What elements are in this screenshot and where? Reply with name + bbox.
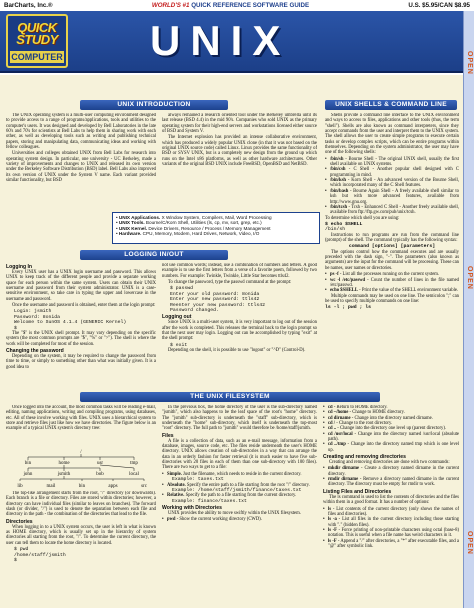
command-syntax: command [options] [parameters]: [348, 244, 436, 250]
paragraph: The UNIX operating system is a multi-user computing environment designed to provide access to a range of programs/applications, tools and utilities to the computer's users. It was designed and developed by Bell Laboratories in the late 60's and 70's for scientists at Bell Labs to help them in sharing work with each other, as well as developing tools such as writing and publishing technical papers, storing and manipulating data, communicating ideas and working with fellow colleagues.: [6, 113, 156, 151]
terminal-line: Enter your new password: ttls42: [170, 297, 260, 303]
terminal-line: Password changed.: [170, 308, 219, 313]
header-banner: [0, 11, 474, 73]
paragraph: Every UNIX user has a UNIX login username and password. This allows UNIX to keep track of the different people and provide a separate working space for each person within the same system. Users can obtain their UNIX username and password from their system administrator. UNIX is a case-sensitive environment, so take care in typing the upper and lowercase in the username and password.: [6, 270, 156, 302]
sidebar-word: OPEN: [466, 51, 473, 75]
paragraph: The "$" is the UNIX shell prompt. It may vary depending on the specific system (the most common prompts are "$", "%" or ">"). The shell is where the work will be completed for most of the session.: [6, 331, 156, 347]
list-item: • cd ~/home - Change to HOME directory.: [323, 410, 459, 415]
subheading: Files: [162, 432, 174, 439]
list-item: • pwd - Show the current working directory (CWD).: [162, 517, 317, 522]
list-item: • cd dirname - Change into the directory named dirname.: [323, 416, 459, 421]
section-title-filesystem: THE UNIX FILESYSTEM: [80, 392, 380, 402]
list-item: • Relative. Specify the path to a file starting from the current directory.: [162, 493, 317, 498]
paragraph: The options control how the command executes and are usually preceded with the dash sign, "-". The parameters (also known as arguments) are the input for the command will be processing. These can be names, user names or directories.: [325, 249, 459, 271]
list-item: • mkdir dirname - Create a directory named dirname in the current directory.: [323, 466, 459, 477]
paragraph: When logging in to a UNIX system occurs, the user is left in what is known as HOME directory, which is usually set up in the hierarchy of system directories all starting from the root, "/". To determine the current directory, the user can tell them to locate the home directory is located.: [6, 524, 156, 546]
terminal-line: $: [14, 557, 17, 563]
list-item: • ls -F - Force printing of non-printable characters using octal (base-8) notation. This is useful when a file name has weird characters in it.: [323, 528, 459, 539]
layer-row: • Hardware. CPU, Memory, Modem, Hard Drives, Network, Video, I/O: [116, 231, 260, 237]
paragraph: A file is a collection of data, such as an e-mail message, information from a database, images, source code, etc. The files reside underneath the user's HOME directory. UNIX allows creation of sub-directories in a way that can arrange the data in an orderly fashion for faster retrieval (it is much easier to have five sub-directories with 20 files in each of them than one sub-directory with 100 files). There are two ways to get to a file:: [162, 438, 317, 471]
shell-item: • /bin/sh - Bourne Shell - The original UNIX shell, usually the first shell available on UNIX systems.: [325, 157, 459, 168]
terminal-line: Login: jsmith: [14, 309, 52, 315]
guide-tagline: [152, 2, 309, 9]
example-item: • echo $SHELL - Print the value of the SHELL environment variable.: [325, 288, 459, 293]
shell-item: • /bin/tcsh - Tcsh - Enhanced C Shell - Another freely available shell, available from ftp://ftp.gw.com/pub/unix/tcsh.: [325, 205, 459, 216]
list-item: • cd .. - Change into the directory one level up (parent directory).: [323, 426, 459, 431]
paragraph: Creating and removing directories are done with two commands:: [329, 460, 450, 466]
list-item: • cd /usr/local - Change into the directory named /usr/local (absolute path).: [323, 432, 459, 443]
terminal-line: $ pwd: [14, 547, 29, 553]
terminal-line: Enter your old password: 8onida: [170, 291, 260, 297]
section-title-shells: UNIX SHELLS & COMMAND LINE: [325, 100, 457, 110]
tree-node: john: [23, 472, 33, 477]
tree-node: jsmith: [57, 472, 71, 477]
top-bar: [0, 0, 474, 11]
terminal-line: Reenter your new password: ttls42: [170, 302, 265, 308]
command-example: $ echo $SHELL: [325, 221, 363, 227]
tree-connectors: [20, 454, 144, 481]
paragraph: Universities and colleges obtained UNIX from Bell Labs for research into operating system design. In particular, one university - UC Berkeley, made a variety of improvements and changes to UNIX and released its own version under the Berkeley Software Distribution (BSD) label. Bell Labs also improved its own version of UNIX under the System V name. Each variant provided similar functionality, but BSD: [6, 151, 156, 184]
list-item: • ls -F - Append a "/" after directories, a "*" after executable files, and a "@" after symbolic link.: [323, 539, 459, 550]
logging-column-2: [162, 263, 317, 388]
example-item: • wc -l /etc/passwd - Count the number of lines in the file named /etc/passwd.: [325, 278, 459, 289]
unix-layers-box: [112, 212, 320, 244]
sidebar-word: OPEN: [466, 531, 473, 555]
list-item: • cd - Return to HOME directory.: [323, 405, 459, 410]
tree-node: bin: [24, 461, 32, 466]
tree-node: apps: [108, 484, 118, 489]
tree-node: src: [141, 484, 147, 489]
example-item: • ps -f - List all the processes running on the current system.: [325, 272, 459, 277]
paragraph: Once logged into the account, the most common tasks will be reading e-mail, editing, naming applications, writing and compiling programs, using databases, etc. All of these involve working with files. UNIX uses a hierarchical system to store and retrieve files just like how we have directories. The figure below is an example of a typical UNIX system's directory tree:: [6, 405, 156, 432]
paragraph: Multiple commands may be used on one line. The semicolon ";" can be used to specify multiple commands on one line:: [325, 293, 459, 304]
logo-text: QUICK STUDY: [16, 20, 58, 47]
command-output: /bin/sh: [325, 227, 346, 233]
paragraph: To change the password, type the passwd command at the prompt:: [168, 280, 292, 286]
quick-study-logo: [6, 14, 68, 68]
paragraph: always remained a research oriented tool under the Berkeley umbrella until its last release (BSD 4.4) in the mid 90's. Companies who sold UNIX as the primary operating system for their high-end servers and workstations licensed either source of BSD and System V.: [162, 113, 317, 135]
paragraph: In the previous box, the home directory of the user is the sub-directory named "jsmith", which also happens to be the leaf space of the root's "home" directory. The "jsmith" sub-directory is underneath the "staff" sub-directory, which is underneath the "home" sub-directory, which itself is underneath the top-most "root" directory. The full path to "jsmith" would therefore be /home/staff/jsmith.: [162, 405, 317, 432]
subheading: Logging In: [6, 264, 33, 270]
paragraph: The ls command is used to list the contents of directories and the files within them in a good format. It has a number of options:: [323, 494, 459, 506]
subheading: Working with Directories: [162, 505, 222, 512]
tree-node: home: [58, 461, 70, 466]
paragraph: Depending on the system, it may be required to change the password from time to time, or simply to something other than what was initially given. It is a good idea to: [6, 354, 156, 370]
publisher-label: BarCharts, Inc.®: [4, 2, 53, 9]
section-title-intro: UNIX INTRODUCTION: [80, 100, 228, 110]
terminal-line: /home/staff/jsmith: [14, 552, 66, 558]
directory-tree-diagram: [6, 448, 156, 490]
list-item: • cd / - Change to the root directory.: [323, 421, 459, 426]
terminal-line: $ passwd: [170, 286, 194, 292]
tree-node-root: /: [80, 450, 82, 455]
filesystem-column-3: [323, 405, 459, 605]
tree-node: mail: [46, 484, 56, 489]
section-title-logging: LOGGING IN/OUT: [80, 250, 228, 260]
right-sidebar: [463, 11, 474, 608]
price-label: U.S. $5.95/CAN $8.95: [408, 2, 470, 9]
layer-row: • UNIX Tools. Bourne/C/Korn Shell, Utilities (ls, cp, mv, sort, grep, etc.): [116, 220, 262, 226]
list-item: • ls - List contents of the current directory (only shows the names of files and directories).: [323, 507, 459, 518]
terminal-line: $ exit: [170, 342, 188, 348]
shell-item: • /bin/ksh - Korn Shell - An advanced version of the Bourne Shell, which incorporated many of the C Shell features.: [325, 178, 459, 189]
paragraph: not use common words; instead, use a combination of numbers and letters. A good example is to use the first letters from a verse of a favorite poem, followed by two numbers. For example: Twinkle, Twinkle, Little Star becomes ttls42.: [162, 263, 317, 279]
paragraph: Once the username and password is obtained, enter them at the login prompt:: [12, 303, 156, 309]
list-item: • rmdir dirname - Remove a directory named dirname in the current directory. The directory must be empty for rmdir to work.: [323, 477, 459, 488]
paragraph: Depending on the shell, it is possible to use "logout" or "^D" (Control-D).: [168, 348, 306, 354]
layer-row: • UNIX Applications. X Window System, Compilers, Mail, Word Processing: [116, 215, 272, 220]
paragraph: Since UNIX is a multi-user system, it is very important to log out of the session after the work is completed. This releases the terminal back to the login prompt so that the next user may login. Logging out can be accomplished by typing "exit" at the shell prompt:: [162, 320, 317, 342]
list-item: • ls -a - List all files in the current directory including those starting with "." (hidden files).: [323, 517, 459, 528]
paragraph: UNIX provides the ability to move swiftly within the UNIX filesystem.: [168, 511, 301, 517]
sidebar-word: OPEN: [466, 266, 473, 290]
intro-column-2: [162, 113, 317, 175]
tree-node: lib: [17, 484, 23, 489]
filesystem-column-1: [6, 491, 156, 605]
terminal-line: Welcome to SunOS 4.1.4 (GENERIC Kernel): [14, 320, 127, 326]
subheading: Listing Files and Directories: [323, 488, 392, 495]
tree-node: local: [129, 472, 139, 477]
shells-column: [325, 113, 459, 390]
list-item: • Simple. Just the filename, which needs to reside in the current directory.: [162, 472, 317, 477]
shell-item: • /bin/bash - Bourne Again Shell - A freely available shell similar to ksh but with more advanced features, available from http://www.gnu.org.: [325, 189, 459, 205]
paragraph: Shells provide a command line interface to the UNIX environment and ways to access to files, applications and other tools (thus, the term "shell"). Shells are also known as command interpreters, since they accept commands from the user and interpret them to the UNIX system. The shell allows the user to create simple programs to execute certain tasks or develop complex scripts, which can be entire programs within themselves. Depending on the system administrator, the user may have one of the following shells:: [325, 113, 459, 156]
command-example: ls -l ; pwd ; ls: [325, 305, 372, 311]
filesystem-intro: [6, 405, 156, 449]
tagline-text: QUICK REFERENCE SOFTWARE GUIDE: [191, 2, 310, 9]
list-item: • cd ../tmp - Change into the directory named tmp which is one level up.: [323, 442, 459, 453]
tree-node: bob: [96, 472, 104, 477]
shell-item: • /bin/csh - C Shell - Another popular shell designed with C programming in mind.: [325, 167, 459, 178]
paragraph: To determine which shell you are using:: [325, 215, 400, 221]
subheading: Directories: [6, 518, 33, 525]
paragraph: The top-like arrangement starts from the root, "/" directory (or downwards). Each branch is a file or directory. Files are stored within directories; however, a directory can have individual files (similar to leaves on branches). The forward slash (or divider, "/") is used to denote the separation between each file and directory in the path - the combination of the directories that lead to the file.: [6, 491, 156, 518]
terminal-line: Password: 8onida: [14, 314, 61, 320]
page-title: UNIX: [150, 17, 291, 64]
example-line: Example: finance/taxes.txt: [172, 498, 247, 504]
layer-row: • UNIX Kernel. Device Drivers, Resource / Process / Memory Management: [116, 225, 271, 231]
example-line: Example: taxes.txt: [172, 477, 224, 483]
paragraph: The Internet explosion has provided an intense collaborative environment, which has produced a widely popular UNIX clone (in that it was not based on the original UNIX source code) called Linux. Linux provides the same functionality of BSD or SYSV UNIX, but is a completely new design from the ground up which runs on the Intel x86 platforms, as well as other hardware architectures. Other variants of the original BSD UNIX include FreeBSD, OpenBSD and NetBSD.: [162, 135, 317, 168]
example-line: Example: /home/staff/jsmith/finance/taxes.txt: [172, 487, 302, 493]
list-item: • Absolute. Specify the entire path to a file starting from the root "/" directory.: [162, 483, 317, 488]
logo-subtitle: COMPUTER: [11, 52, 63, 62]
tagline-emphasis: WORLD'S #1: [151, 2, 190, 9]
paragraph: Instructions to run programs are run from the command line (prompt) of the shell. The command typically has the following syntax:: [325, 232, 459, 244]
subheading: Logging out: [162, 314, 192, 321]
subheading: Creating and removing directories: [323, 454, 406, 461]
filesystem-column-2: [162, 405, 317, 605]
tree-node: bin: [78, 484, 86, 489]
terminal-line: $: [14, 325, 17, 331]
subheading: Changing the password: [6, 348, 64, 355]
tree-node: tmp: [130, 461, 138, 466]
logging-column-1: [6, 263, 156, 388]
intro-column-1: [6, 113, 156, 213]
tree-node: usr: [96, 461, 104, 466]
